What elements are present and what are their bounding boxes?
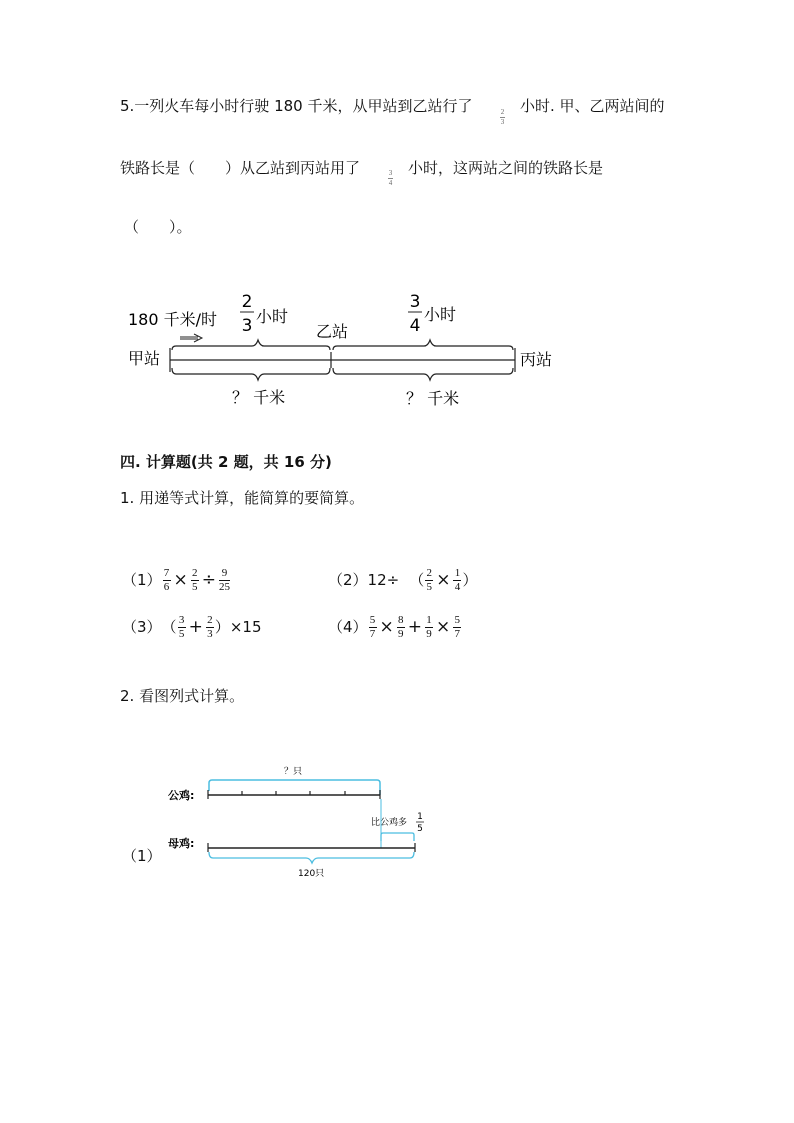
expr-tail: ×15 [229,618,262,636]
more-label: 比公鸡多 [371,818,408,828]
q2-sublabel: （1） [122,847,162,865]
unknown-distance-2: ？ 千米 [406,389,460,408]
station-b-label: 乙站 [316,322,349,341]
fraction: $\frac{9}{25}$ [219,566,231,593]
q2-title: 2. 看图列式计算。 [120,687,245,705]
railway-diagram [0,280,794,420]
frac-denominator: 3 [500,118,505,126]
operator: + [407,617,423,637]
rooster-label: 公鸡: [168,789,195,802]
expr-lead: 12÷ [367,571,400,589]
fraction: $\frac{1}{9}$ [426,613,432,640]
fraction: $\frac{2}{5}$ [426,566,432,593]
bottom-brace [209,852,414,863]
fraction: $\frac{5}{7}$ [369,613,376,640]
station-c-label: 丙站 [520,350,553,369]
seg1-den: 3 [241,316,253,336]
operator: × [436,617,451,637]
fraction: $\frac{8}{9}$ [398,613,404,640]
seg2-den: 4 [409,316,421,336]
problem-label: （3） [122,618,162,636]
fraction: $\frac{3}{5}$ [178,613,185,640]
q1-title: 1. 用递等式计算，能简算的要简算。 [120,489,365,507]
q5-line3: （ ）。 [124,218,192,236]
top-brace-2 [333,340,513,350]
top-brace [209,780,380,795]
bottom-label: 120只 [298,869,325,879]
fraction: $\frac{2}{5}$ [192,566,198,593]
speed-label: 180 千米/时 [128,310,218,329]
top-label: ？只 [284,767,303,777]
extra-brace [381,833,414,841]
bottom-brace-1 [172,368,330,380]
arrow-icon [180,334,202,342]
problem-label: （1） [122,571,162,589]
paren-open: （ [409,571,425,589]
fraction: $\frac{5}{7}$ [454,613,461,640]
paren-close: ） [214,618,230,636]
operator: ÷ [201,570,217,590]
problem-1 [122,566,231,594]
seg1-num: 2 [241,292,253,312]
problem-4 [328,613,462,641]
unknown-distance-1: ？ 千米 [232,388,286,407]
paren-close: ） [462,571,478,589]
frac-denominator: 4 [388,179,393,187]
q5-line1-b: 小时. 甲、乙两站间的 [520,97,665,115]
seg1-unit: 小时 [256,307,289,326]
q5-fraction-1 [500,109,505,126]
q5-line1 [120,96,472,116]
bottom-brace-2 [333,368,513,380]
seg2-num: 3 [409,292,421,312]
section-heading: 四. 计算题(共 2 题，共 16 分) [120,453,332,471]
operator: × [436,570,451,590]
q5-line2-a: 铁路长是（ ）从乙站到丙站用了 [120,159,361,177]
problem-2 [328,566,477,594]
more-num: 1 [417,812,423,822]
chicken-diagram [0,755,794,885]
frac-numerator: 2 [500,108,505,116]
operator: + [188,617,203,637]
frac-numerator: 3 [388,169,393,177]
problem-3 [122,613,261,641]
fraction: $\frac{1}{4}$ [454,566,461,593]
problem-label: （2） [328,571,368,589]
seg2-unit: 小时 [424,305,457,324]
station-a-label: 甲站 [128,349,161,368]
hen-label: 母鸡: [168,837,195,850]
operator: × [173,570,188,590]
q5-line2-b: 小时，这两站之间的铁路长是 [408,159,604,177]
operator: × [379,617,394,637]
paren-open: （ [161,618,177,636]
fraction: $\frac{7}{6}$ [163,566,170,593]
problem-label: （4） [328,618,368,636]
fraction: $\frac{2}{3}$ [207,613,213,640]
more-den: 5 [417,824,423,834]
q5-line1-a: 5.一列火车每小时行驶 180 千米，从甲站到乙站行了 [120,97,473,115]
q5-fraction-2 [388,170,393,187]
